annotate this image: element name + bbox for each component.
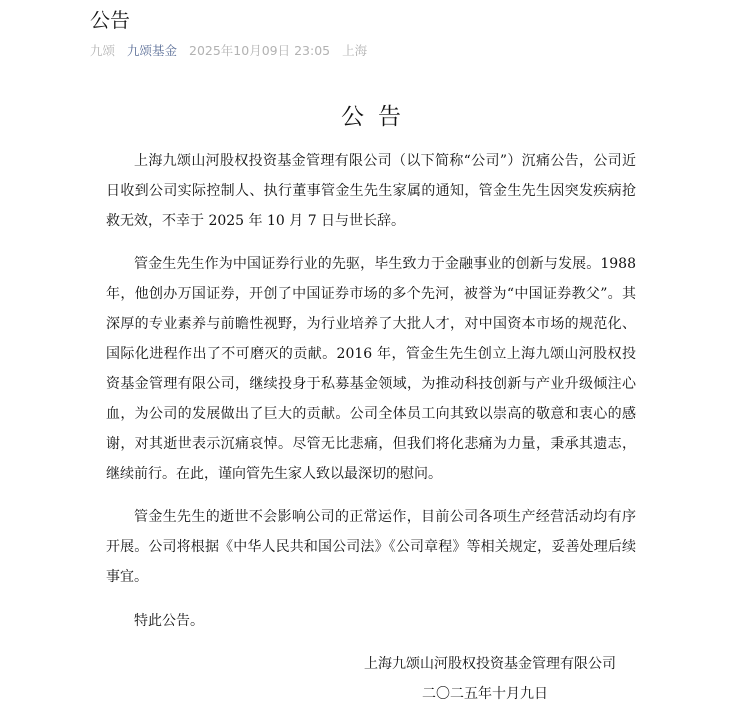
article-meta	[90, 43, 375, 59]
article-title: 公告	[90, 8, 130, 32]
signature-company: 上海九颂山河股权投资基金管理有限公司	[364, 656, 616, 672]
article-body	[106, 100, 636, 709]
account-name-link[interactable]: 九颂基金	[127, 43, 178, 58]
paragraph-operations: 管金生先生的逝世不会影响公司的正常运作，目前公司各项生产经营活动均有序开展。公司将根据《中华人民共和国公司法》《公司章程》等相关规定，妥善处理后续事宜。	[106, 509, 636, 585]
publish-datetime: 2025年10月09日 23:05	[189, 43, 331, 58]
publish-location: 上海	[342, 43, 368, 58]
paragraph-closing: 特此公告。	[134, 613, 204, 629]
paragraph-tribute: 管金生先生作为中国证券行业的先驱，毕生致力于金融事业的创新与发展。1988 年，他创办万国证券，开创了中国证券市场的多个先河，被誉为“中国证券教父”。其深厚的专业素养与前瞻性视野，为行业培养了大批人才，对中国资本市场的规范化、国际化进程作出了不可磨灭的贡献。2016 年，管金生先生创立上海九颂山河股权投资基金管理有限公司，继续投身于私募基金领域，为推动科技创新与产业升级倾注心血，为公司的发展做出了巨大的贡献。公司全体员工向其致以崇高的敬意和衷心的感谢，对其逝世表示沉痛哀悼。尽管无比悲痛，但我们将化悲痛为力量，秉承其遗志，继续前行。在此，谨向管先生家人致以最深切的慰问。	[106, 256, 636, 482]
author-name: 九颂	[90, 43, 116, 58]
notice-heading: 公告	[341, 104, 415, 130]
signature-date: 二〇二五年十月九日	[422, 686, 548, 702]
paragraph-announcement: 上海九颂山河股权投资基金管理有限公司（以下简称“公司”）沉痛公告，公司近日收到公司实际控制人、执行董事管金生先生家属的通知，管金生先生因突发疾病抢救无效，不幸于 2025 年 10 月 7 日与世长辞。	[106, 153, 636, 229]
